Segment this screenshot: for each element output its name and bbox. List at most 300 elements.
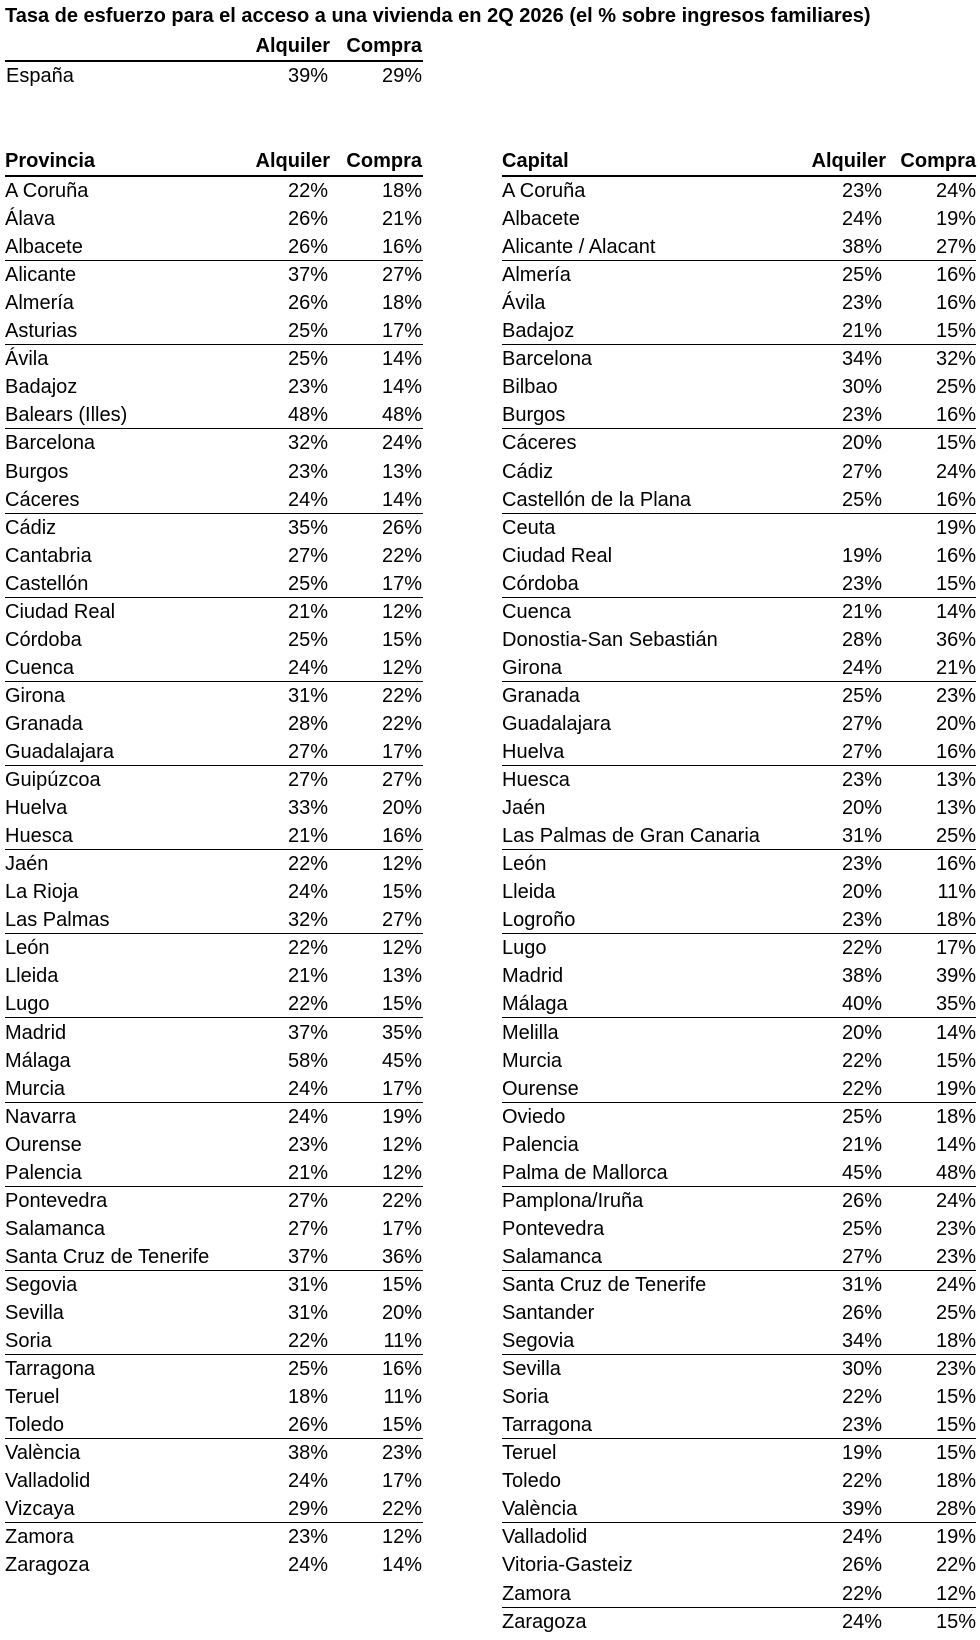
table-row [502, 317, 976, 345]
row-alquiler: 25% [287, 572, 328, 595]
row-alquiler: 37% [287, 1021, 328, 1044]
row-name: Tarragona [5, 1358, 96, 1381]
table-row [5, 1383, 423, 1411]
row-compra: 14% [381, 488, 422, 511]
row-compra: 12% [381, 656, 422, 679]
row-name: Cáceres [502, 432, 577, 455]
table-row [5, 458, 423, 486]
row-name: Salamanca [5, 1217, 106, 1240]
row-name: Cantabria [5, 544, 92, 567]
row-alquiler: 23% [841, 769, 882, 792]
table-row [502, 1215, 976, 1243]
table-row [502, 458, 976, 486]
table-row [5, 317, 423, 345]
row-alquiler: 32% [287, 909, 328, 932]
row-name: Guadalajara [5, 741, 114, 763]
row-compra: 18% [935, 1105, 976, 1128]
row-name: València [5, 1442, 81, 1465]
row-compra: 18% [381, 292, 422, 315]
row-compra: 15% [381, 881, 422, 904]
row-compra: 15% [935, 1610, 976, 1633]
table-row [502, 1187, 976, 1215]
row-alquiler: 22% [841, 937, 882, 960]
row-compra: 16% [935, 404, 976, 427]
row-compra: 19% [935, 208, 976, 231]
row-alquiler: 23% [841, 853, 882, 876]
row-name: Granada [502, 684, 580, 707]
row-compra: 22% [381, 544, 422, 567]
table-row [502, 373, 976, 401]
row-name: Murcia [5, 1077, 66, 1100]
row-alquiler: 20% [841, 432, 882, 455]
table-row [5, 1019, 423, 1047]
table-row [5, 710, 423, 738]
row-name: Santa Cruz de Tenerife [5, 1245, 210, 1268]
row-compra: 20% [935, 712, 976, 735]
table-row [5, 486, 423, 514]
row-alquiler: 31% [287, 1273, 328, 1296]
row-alquiler: 37% [287, 264, 328, 287]
row-name: A Coruña [5, 180, 89, 202]
table-row [5, 598, 423, 626]
row-name: Madrid [502, 965, 564, 988]
row-name: Málaga [502, 993, 568, 1016]
row-compra: 28% [935, 1498, 976, 1521]
row-alquiler: 22% [841, 1049, 882, 1072]
row-compra: 21% [935, 656, 976, 679]
row-name: Córdoba [502, 572, 579, 595]
row-name: Soria [5, 1330, 52, 1353]
row-name: Salamanca [502, 1245, 603, 1268]
row-name: Ávila [502, 292, 546, 315]
row-name: León [502, 853, 547, 876]
row-compra: 23% [935, 1217, 976, 1240]
row-alquiler: 23% [287, 376, 328, 399]
table-row [502, 205, 976, 233]
table-row [502, 1047, 976, 1075]
row-alquiler: 24% [841, 1526, 882, 1549]
row-name: León [5, 937, 50, 960]
row-name: Huelva [502, 741, 565, 763]
table-row [502, 1243, 976, 1271]
row-name: Zamora [502, 1582, 571, 1605]
row-name: Oviedo [502, 1105, 566, 1128]
table-row [5, 1243, 423, 1271]
row-alquiler: 37% [287, 1245, 328, 1268]
row-alquiler: 58% [287, 1049, 328, 1072]
row-compra: 19% [935, 516, 976, 539]
row-alquiler: 27% [287, 1189, 328, 1212]
row-compra: 22% [381, 712, 422, 735]
row-compra: 12% [935, 1582, 976, 1605]
row-compra: 25% [935, 1302, 976, 1324]
row-name: Cuenca [5, 656, 74, 679]
row-compra: 11% [383, 1386, 422, 1409]
row-name: Barcelona [5, 432, 96, 455]
table-row [5, 1523, 423, 1551]
table-row [502, 1467, 976, 1495]
row-alquiler: 26% [841, 1554, 882, 1577]
capital-header-compra: Compra [900, 150, 976, 172]
row-compra: 16% [381, 825, 422, 848]
row-compra: 24% [935, 180, 976, 202]
row-alquiler: 18% [287, 1386, 328, 1409]
row-compra: 14% [381, 1554, 422, 1577]
row-alquiler: 22% [287, 1330, 328, 1353]
table-row [5, 261, 423, 289]
row-name: Almería [502, 264, 571, 287]
row-alquiler: 21% [287, 965, 328, 988]
row-compra: 15% [381, 993, 422, 1016]
row-name: Málaga [5, 1049, 71, 1072]
row-alquiler: 22% [287, 180, 328, 202]
row-name: Albacete [502, 208, 580, 231]
row-name: Badajoz [5, 376, 78, 399]
row-name: Zaragoza [5, 1554, 90, 1577]
row-name: Alicante / Alacant [502, 236, 656, 259]
table-row [5, 1551, 423, 1579]
row-name: Guipúzcoa [5, 769, 101, 792]
row-compra: 36% [381, 1245, 422, 1268]
row-compra: 12% [381, 853, 422, 876]
row-compra: 15% [935, 1414, 976, 1437]
row-alquiler: 30% [841, 1358, 882, 1381]
row-compra: 15% [935, 1442, 976, 1465]
row-alquiler: 22% [841, 1386, 882, 1409]
row-alquiler: 39% [841, 1498, 882, 1521]
row-name: Lleida [5, 965, 59, 988]
table-row [5, 626, 423, 654]
row-compra: 13% [935, 797, 976, 820]
row-alquiler: 20% [841, 881, 882, 904]
row-alquiler: 22% [287, 993, 328, 1016]
row-compra: 18% [935, 909, 976, 932]
row-name: Alicante [5, 264, 77, 287]
row-compra: 15% [935, 1049, 976, 1072]
table-row [502, 1523, 976, 1551]
row-name: Huesca [5, 825, 73, 848]
table-row [502, 1383, 976, 1411]
row-alquiler: 23% [287, 1133, 328, 1156]
table-row [502, 177, 976, 205]
row-name: Pontevedra [502, 1217, 605, 1240]
row-compra: 12% [381, 600, 422, 623]
row-compra: 24% [935, 1273, 976, 1296]
row-compra: 35% [381, 1021, 422, 1044]
table-row [5, 233, 423, 261]
row-name: Huesca [502, 769, 570, 792]
row-name: Burgos [5, 460, 69, 483]
spain-compra: 29% [381, 65, 422, 87]
row-name: Jaén [5, 853, 49, 876]
spain-header-compra: Compra [346, 35, 422, 57]
row-name: Zaragoza [502, 1610, 587, 1633]
row-compra: 11% [937, 881, 976, 904]
row-name: Vitoria-Gasteiz [502, 1554, 633, 1577]
row-alquiler: 24% [287, 1470, 328, 1493]
row-name: Donostia-San Sebastián [502, 628, 718, 651]
row-name: Palencia [5, 1161, 82, 1184]
row-compra: 23% [935, 684, 976, 707]
row-alquiler: 24% [287, 881, 328, 904]
row-alquiler: 25% [841, 488, 882, 511]
table-row [5, 878, 423, 906]
row-compra: 16% [935, 853, 976, 876]
row-compra: 14% [935, 1133, 976, 1156]
row-compra: 13% [935, 769, 976, 792]
row-alquiler: 24% [841, 208, 882, 231]
row-alquiler: 24% [287, 1554, 328, 1577]
row-name: Bilbao [502, 376, 558, 399]
row-compra: 17% [935, 937, 976, 960]
table-row [5, 1131, 423, 1159]
provincia-header-alquiler: Alquiler [255, 150, 330, 172]
row-compra: 17% [381, 320, 422, 343]
provincia-header: Provincia [5, 150, 96, 172]
row-name: Guadalajara [502, 712, 611, 735]
row-name: Valladolid [5, 1470, 91, 1493]
table-row [5, 794, 423, 822]
table-row [5, 289, 423, 317]
row-name: Ciudad Real [5, 600, 116, 623]
spain-name: España [6, 65, 74, 87]
row-compra: 20% [381, 797, 422, 820]
table-row [502, 345, 976, 373]
row-compra: 16% [935, 544, 976, 567]
row-name: Sevilla [502, 1358, 561, 1381]
row-name: Asturias [5, 320, 78, 343]
table-row [502, 682, 976, 710]
row-name: Ciudad Real [502, 544, 613, 567]
row-name: Las Palmas de Gran Canaria [502, 825, 760, 848]
capital-header: Capital [502, 150, 569, 172]
table-row [5, 1495, 423, 1523]
row-alquiler: 22% [287, 853, 328, 876]
row-alquiler: 29% [287, 1498, 328, 1521]
table-row [502, 1551, 976, 1579]
row-name: Navarra [5, 1105, 77, 1128]
row-compra: 12% [381, 937, 422, 960]
row-name: Ceuta [502, 516, 556, 539]
row-alquiler: 23% [841, 404, 882, 427]
table-row [5, 1075, 423, 1103]
row-compra: 15% [935, 1386, 976, 1409]
row-compra: 12% [381, 1161, 422, 1184]
table-row [502, 1608, 976, 1636]
row-name: Palencia [502, 1133, 579, 1156]
row-alquiler: 27% [287, 544, 328, 567]
row-compra: 17% [381, 1217, 422, 1240]
row-alquiler: 27% [287, 741, 328, 763]
table-row [5, 1355, 423, 1383]
provincia-header-compra: Compra [346, 150, 422, 172]
row-alquiler: 30% [841, 376, 882, 399]
row-compra: 14% [935, 600, 976, 623]
row-alquiler: 25% [841, 1217, 882, 1240]
row-compra: 36% [935, 628, 976, 651]
row-compra: 23% [935, 1358, 976, 1381]
row-compra: 16% [935, 488, 976, 511]
row-compra: 21% [381, 208, 422, 231]
row-name: Jaén [502, 797, 546, 820]
row-compra: 12% [381, 1526, 422, 1549]
table-row [502, 766, 976, 794]
table-row [5, 1271, 423, 1299]
table-row [502, 1159, 976, 1187]
row-name: Zamora [5, 1526, 74, 1549]
row-alquiler: 21% [841, 600, 882, 623]
row-alquiler: 28% [287, 712, 328, 735]
row-name: Girona [502, 656, 563, 679]
row-alquiler: 25% [287, 320, 328, 343]
row-compra: 17% [381, 1077, 422, 1100]
table-row [5, 850, 423, 878]
row-name: Toledo [5, 1414, 64, 1437]
row-alquiler: 27% [841, 712, 882, 735]
row-name: Sevilla [5, 1302, 64, 1324]
spain-alquiler: 39% [287, 65, 328, 87]
row-compra: 15% [935, 432, 976, 455]
row-name: Lugo [5, 993, 50, 1016]
table-row [502, 710, 976, 738]
row-alquiler: 24% [287, 1077, 328, 1100]
row-compra: 17% [381, 741, 422, 763]
row-alquiler: 24% [841, 656, 882, 679]
table-row [502, 1355, 976, 1383]
row-compra: 15% [381, 628, 422, 651]
row-name: Lleida [502, 881, 556, 904]
row-compra: 26% [381, 516, 422, 539]
row-name: València [502, 1498, 578, 1521]
row-name: Cádiz [502, 460, 554, 483]
row-compra: 24% [935, 460, 976, 483]
row-compra: 48% [381, 404, 422, 427]
table-row [502, 1580, 976, 1608]
table-row [5, 738, 423, 766]
table-row [502, 429, 976, 457]
row-alquiler: 27% [841, 1245, 882, 1268]
row-alquiler: 26% [841, 1302, 882, 1324]
table-row [5, 934, 423, 962]
row-alquiler: 33% [287, 797, 328, 820]
row-name: Burgos [502, 404, 566, 427]
row-compra: 17% [381, 1470, 422, 1493]
table-row [5, 1187, 423, 1215]
row-alquiler: 40% [841, 993, 882, 1016]
row-alquiler: 25% [841, 264, 882, 287]
row-name: Teruel [502, 1442, 557, 1465]
row-alquiler: 32% [287, 432, 328, 455]
table-row [5, 1299, 423, 1327]
table-row [5, 1215, 423, 1243]
row-alquiler: 22% [287, 937, 328, 960]
row-alquiler: 25% [841, 1105, 882, 1128]
row-alquiler: 45% [841, 1161, 882, 1184]
table-row [502, 906, 976, 934]
row-name: Soria [502, 1386, 549, 1409]
row-name: A Coruña [502, 180, 586, 202]
row-compra: 18% [381, 180, 422, 202]
row-alquiler: 20% [841, 1021, 882, 1044]
row-compra: 22% [381, 684, 422, 707]
row-alquiler: 28% [841, 628, 882, 651]
row-alquiler: 23% [841, 572, 882, 595]
table-row [5, 1411, 423, 1439]
row-alquiler: 23% [287, 1526, 328, 1549]
row-compra: 23% [935, 1245, 976, 1268]
row-compra: 22% [381, 1498, 422, 1521]
row-compra: 12% [381, 1133, 422, 1156]
table-row [5, 401, 423, 429]
row-compra: 16% [935, 741, 976, 763]
row-alquiler: 23% [841, 909, 882, 932]
row-name: Ávila [5, 348, 49, 371]
row-alquiler: 23% [841, 292, 882, 315]
table-row [502, 1271, 976, 1299]
table-row [502, 598, 976, 626]
page-title: Tasa de esfuerzo para el acceso a una vivienda en 2Q 2026 (el % sobre ingresos familiares) [5, 5, 871, 27]
table-row [5, 682, 423, 710]
table-row [502, 1103, 976, 1131]
row-name: Santa Cruz de Tenerife [502, 1273, 707, 1296]
table-row [502, 1075, 976, 1103]
row-alquiler: 19% [841, 1442, 882, 1465]
row-alquiler: 21% [841, 320, 882, 343]
row-compra: 23% [381, 1442, 422, 1465]
row-compra: 45% [381, 1049, 422, 1072]
row-compra: 48% [935, 1161, 976, 1184]
table-row [502, 654, 976, 682]
table-row [5, 1327, 423, 1355]
row-compra: 17% [381, 572, 422, 595]
table-row [502, 962, 976, 990]
row-name: Toledo [502, 1470, 561, 1493]
row-compra: 27% [381, 769, 422, 792]
row-compra: 19% [935, 1526, 976, 1549]
table-row [5, 1159, 423, 1187]
row-name: Tarragona [502, 1414, 593, 1437]
row-alquiler: 38% [287, 1442, 328, 1465]
row-name: Palma de Mallorca [502, 1161, 668, 1184]
row-name: Castellón [5, 572, 89, 595]
row-compra: 14% [381, 348, 422, 371]
row-name: Cuenca [502, 600, 571, 623]
row-alquiler: 25% [287, 1358, 328, 1381]
row-alquiler: 25% [841, 684, 882, 707]
table-row [502, 570, 976, 598]
row-compra: 24% [381, 432, 422, 455]
table-row [5, 1467, 423, 1495]
row-alquiler: 31% [841, 1273, 882, 1296]
table-row [502, 1131, 976, 1159]
table-row [5, 766, 423, 794]
table-row [5, 962, 423, 990]
table-row [502, 850, 976, 878]
row-name: Teruel [5, 1386, 60, 1409]
row-compra: 14% [381, 376, 422, 399]
table-row [5, 990, 423, 1018]
row-alquiler: 24% [841, 1610, 882, 1633]
row-compra: 25% [935, 825, 976, 848]
row-alquiler: 25% [287, 628, 328, 651]
table-row [502, 1299, 976, 1327]
row-name: Melilla [502, 1021, 559, 1044]
row-compra: 20% [381, 1302, 422, 1324]
row-compra: 39% [935, 965, 976, 988]
row-alquiler: 38% [841, 236, 882, 259]
row-alquiler: 22% [841, 1077, 882, 1100]
table-row [502, 289, 976, 317]
